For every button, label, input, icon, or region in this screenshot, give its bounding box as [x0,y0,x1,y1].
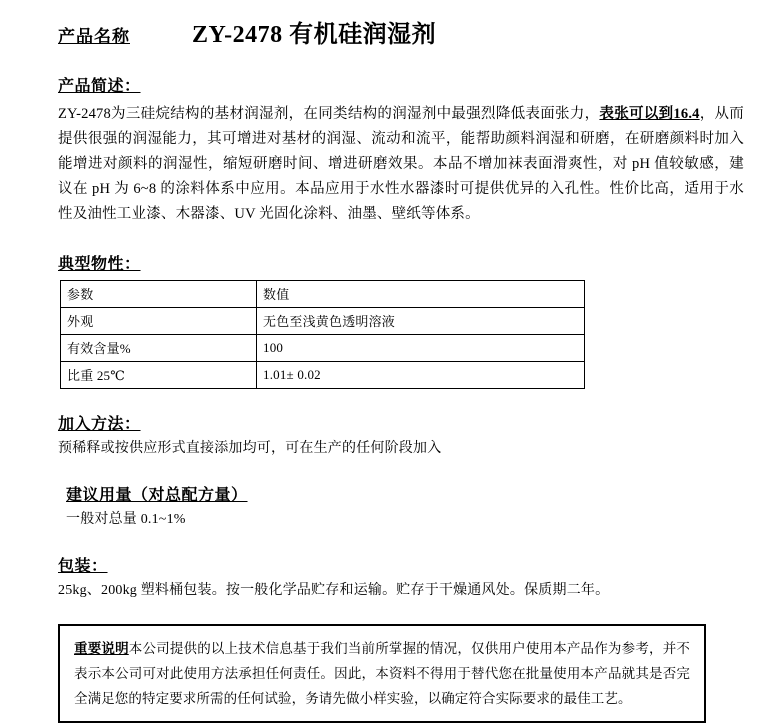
table-column-header-value: 数值 [257,281,585,308]
section-body-dosage: 一般对总量 0.1~1% [66,512,186,527]
table-row [61,308,585,335]
important-notice-box [58,624,706,723]
section-heading-packaging: 包装： [58,558,108,575]
overview-text-emphasis: 表张可以到16.4 [599,106,700,122]
overview-text-part2: ，从而提供很强的润湿能力，其可增进对基材的润湿、流动和流平，能帮助颜料润湿和研磨，在研磨颜料时加入能增进对颜料的润湿性，缩短研磨时间、增进研磨效果。本品不增加袜表面滑爽性，对 pH 值较敏感，建议在 pH 为 6~8 的涂料体系中应用。本品应用于水性水器漆时可提供优异的入孔性。性价比高，适用于水性及油性工业漆、木器漆、UV 光固化涂料、油墨、壁纸等体系。 [58,106,744,222]
table-cell-parameter: 比重 25℃ [61,362,257,389]
section-body-overview [58,102,744,227]
table-cell-parameter: 外观 [61,308,257,335]
product-name-label: 产品名称 [58,27,130,46]
table-header-row [61,281,585,308]
section-heading-overview: 产品简述： [58,78,141,95]
table-cell-value: 1.01± 0.02 [257,362,585,389]
table-row [61,362,585,389]
table-row [61,335,585,362]
section-heading-addition: 加入方法： [58,416,141,433]
page-title: ZY-2478 有机硅润湿剂 [192,22,437,48]
table-cell-value: 100 [257,335,585,362]
notice-text [74,636,690,711]
section-heading-properties: 典型物性： [58,256,141,273]
overview-text-part1: ZY-2478为三硅烷结构的基材润湿剂，在同类结构的润湿剂中最强烈降低表面张力， [58,106,600,122]
document-title-row [58,14,744,49]
section-body-packaging: 25kg、200kg 塑料桶包装。按一般化学品贮存和运输。贮存于干燥通风处。保质期二年。 [58,583,610,598]
table-cell-value: 无色至浅黄色透明溶液 [257,308,585,335]
table-column-header-parameter: 参数 [61,281,257,308]
properties-table [60,280,585,389]
notice-lead-label: 重要说明 [74,641,129,656]
section-heading-dosage: 建议用量（对总配方量） [66,487,248,504]
section-body-addition: 预稀释或按供应形式直接添加均可，可在生产的任何阶段加入 [58,441,442,456]
table-cell-parameter: 有效含量% [61,335,257,362]
notice-body: 本公司提供的以上技术信息基于我们当前所掌握的情况，仅供用户使用本产品作为参考，并不表示本公司可对此使用方法承担任何责任。因此，本资料不得用于替代您在批量使用本产品就其是否完全满足您的特定要求所需的任何试验，务请先做小样实验，以确定符合实际要求的最佳工艺。 [74,641,690,706]
